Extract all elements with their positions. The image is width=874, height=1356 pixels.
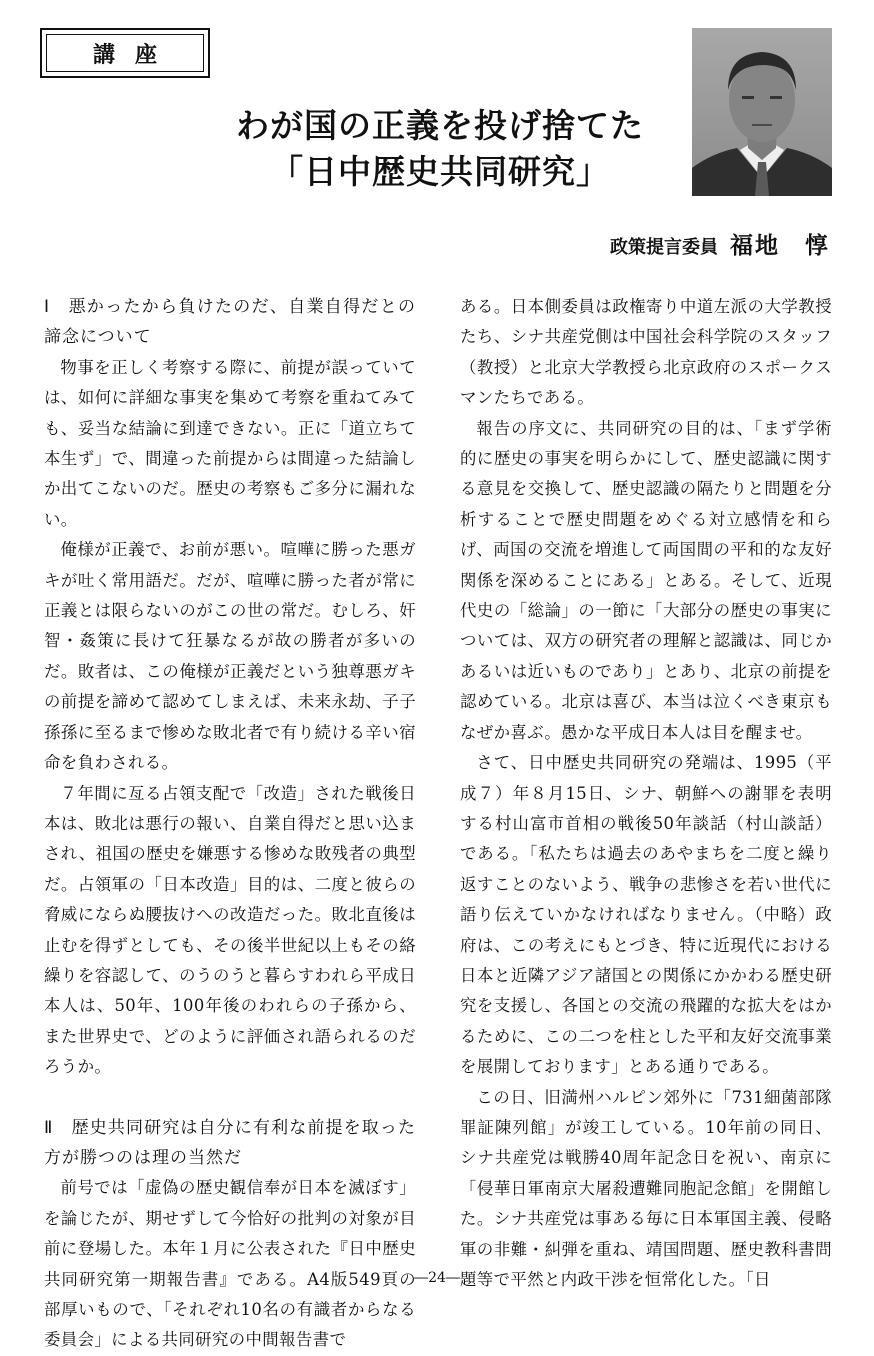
page-number: ―24― — [414, 1270, 460, 1286]
section-heading-2: Ⅱ 歴史共同研究は自分に有利な前提を取った方が勝つのは理の当然だ — [44, 1117, 416, 1168]
section-label-box — [40, 28, 210, 78]
paragraph: 前号では「虚偽の歴史観信奉が日本を滅ぼす」を論じたが、期せずして今恰好の批判の対象が目前に登場した。本年１月に公表された『日中歴史共同研究第一期報告書』である。A4版549頁の部厚いもので、「それぞれ10名の有識者からなる委員会」による共同研究の中間報告書で — [44, 1178, 416, 1350]
author-name: 福地 惇 — [730, 232, 830, 259]
section-heading-1: Ⅰ 悪かったから負けたのだ、自業自得だとの諦念について — [44, 297, 416, 348]
right-column — [460, 292, 832, 1295]
author-portrait-image — [692, 28, 832, 196]
author-role: 政策提言委員 — [610, 237, 718, 258]
paragraph: 俺様が正義で、お前が悪い。喧嘩に勝った悪ガキが吐く常用語だ。だが、喧嘩に勝った者が常に正義とは限らないのがこの世の常だ。むしろ、奸智・姦策に長けて狂暴なるが故の勝者が多いのだ。敗者は、この俺様が正義だという独尊悪ガキの前提を諦めて認めてしまえば、未来永劫、子子孫孫に至るまで惨めな敗北者で有り続ける辛い宿命を負わされる。 — [44, 540, 416, 773]
paragraph: さて、日中歴史共同研究の発端は、1995（平成７）年８月15日、シナ、朝鮮への謝罪を表明する村山富市首相の戦後50年談話（村山談話）である。「私たちは過去のあやまちを二度と繰り返すことのないよう、戦争の悲惨さを若い世代に語り伝えていかなければなりません。（中略）政府は、この考えにもとづき、特に近現代における日本と近隣アジア諸国との関係にかかわる歴史研究を支援し、各国との交流の飛躍的な拡大をはかるために、この二つを柱とした平和友好交流事業を展開しております」とある通りである。 — [460, 753, 832, 1077]
left-column — [44, 292, 416, 1356]
article-title-line2: 「日中歴史共同研究」 — [270, 152, 610, 191]
paragraph: 物事を正しく考察する際に、前提が誤っていては、如何に詳細な事実を集めて考察を重ねてみても、妥当な結論に到達できない。正に「道立ちて本生ず」で、間違った前提からは間違った結論しか出てこないのだ。歴史の考察もご多分に漏れない。 — [44, 357, 416, 529]
paragraph: ある。日本側委員は政権寄り中道左派の大学教授たち、シナ共産党側は中国社会科学院のスタッフ（教授）と北京大学教授ら北京政府のスポークスマンたちである。 — [460, 297, 832, 408]
article-title-line1: わが国の正義を投げ捨てた — [236, 106, 644, 145]
author-line — [610, 232, 830, 262]
section-label: 講座 — [46, 34, 204, 72]
paragraph: この日、旧満州ハルピン郊外に「731細菌部隊罪証陳列館」が竣工している。10年前の同日、シナ共産党は戦勝40周年記念日を祝い、南京に「侵華日軍南京大屠殺遭難同胞記念館」を開館した。シナ共産党は事ある毎に日本軍国主義、侵略軍の非難・糾弾を重ね、靖国問題、歴史教科書問題等で平然と内政干渉を恒常化した。「日 — [460, 1087, 832, 1289]
paragraph: ７年間に亙る占領支配で「改造」された戦後日本は、敗北は悪行の報い、自業自得だと思い込まされ、祖国の歴史を嫌悪する惨めな敗残者の典型だ。占領軍の「日本改造」目的は、二度と彼らの脅威にならぬ腰抜けへの改造だった。敗北直後は止むを得ずとしても、その後半世紀以上もその絡繰りを容認して、のうのうと暮らすわれら平成日本人は、50年、100年後のわれらの子孫から、また世界史で、どのように評価され語られるのだろうか。 — [44, 783, 416, 1077]
paragraph: 報告の序文に、共同研究の目的は、「まず学術的に歴史の事実を明らかにして、歴史認識に関する意見を交換して、歴史認識の隔たりと問題を分析することで歴史問題をめぐる対立感情を和らげ、両国の交流を増進して両国間の平和的な友好関係を深めることにある」とある。そして、近現代史の「総論」の一節に「大部分の歴史の事実については、双方の研究者の理解と認識は、同じかあるいは近いものであり」とあり、北京の前提を認めている。北京は喜び、本当は泣くべき東京もなぜか喜ぶ。愚かな平成日本人は目を醒ませ。 — [460, 418, 832, 742]
author-photo — [692, 28, 832, 196]
